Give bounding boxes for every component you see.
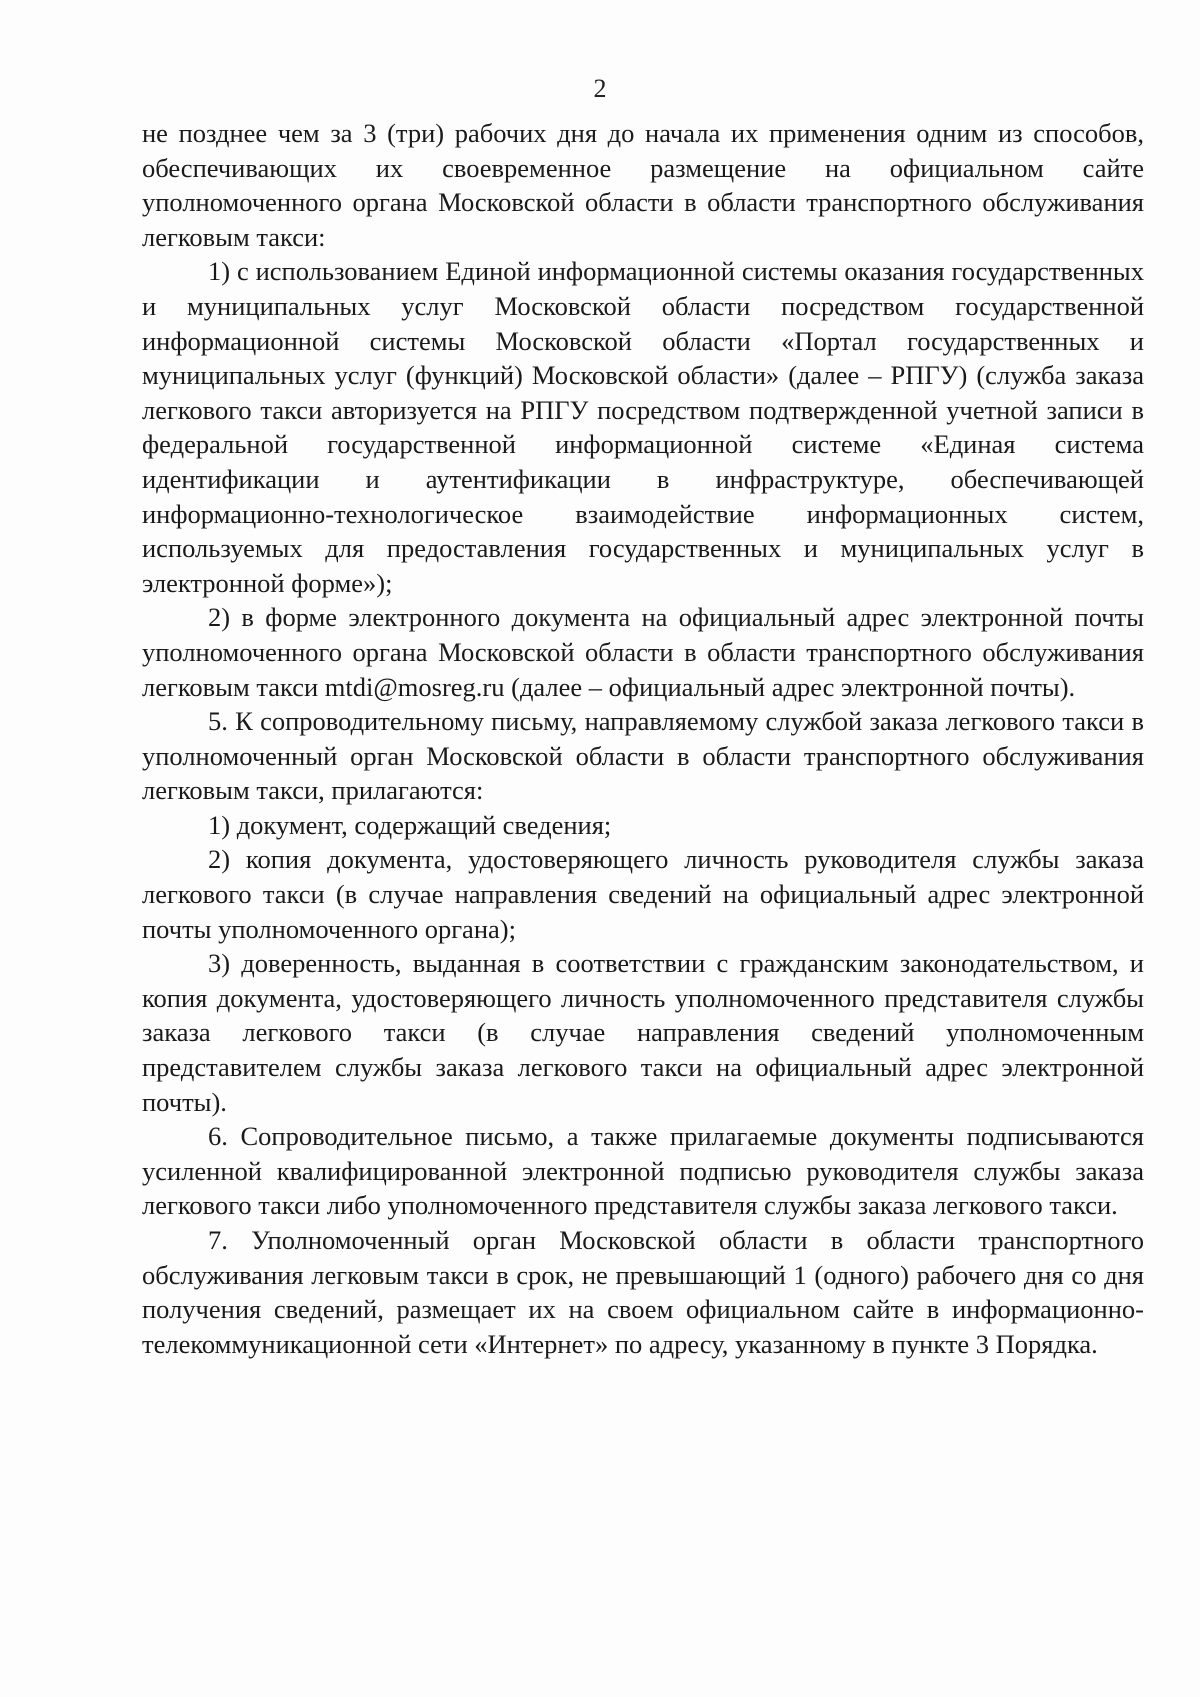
paragraph-item-1-rpgu: 1) с использованием Единой информационной системы оказания государственных и муниципальных услуг Московской области посредством государственной информационной системы Московской области «Портал государственных и муниципальных услуг (функций) Московской области» (далее – РПГУ) (служба заказа легкового такси авторизуется на РПГУ посредством подтвержденной учетной записи в федеральной государственной информационной системе «Единая система идентификации и аутентификации в инфраструктуре, обеспечивающей информационно-технологическое взаимодействие информационных систем, используемых для предоставления государственных и муниципальных услуг в электронной форме»); bbox=[142, 256, 1144, 598]
page-number: 2 bbox=[593, 74, 607, 103]
paragraph-clause-6: 6. Сопроводительное письмо, а также прилагаемые документы подписываются усиленной квалифицированной электронной подписью руководителя службы заказа легкового такси либо уполномоченного представителя службы заказа легкового такси. bbox=[142, 1121, 1144, 1221]
paragraph-continuation: не позднее чем за 3 (три) рабочих дня до начала их применения одним из способов, обеспечивающих их своевременное размещение на официальном сайте уполномоченного органа Московской области в области транспортного обслуживания легковым такси: bbox=[142, 118, 1144, 252]
paragraph-clause-7: 7. Уполномоченный орган Московской области в области транспортного обслуживания легковым такси в срок, не превышающий 1 (одного) рабочего дня со дня получения сведений, размещает их на своем официальном сайте в информационно-телекоммуникационной сети «Интернет» по адресу, указанному в пункте 3 Порядка. bbox=[142, 1225, 1144, 1359]
paragraph-clause-5-item-1: 1) документ, содержащий сведения; bbox=[208, 809, 612, 840]
paragraph-clause-5-item-3: 3) доверенность, выданная в соответствии с гражданским законодательством, и копия документа, удостоверяющего личность уполномоченного представителя службы заказа легкового такси (в случае направления сведений уполномоченным представителем службы заказа легкового такси на официальный адрес электронной почты). bbox=[142, 948, 1144, 1117]
paragraph-item-2-email: 2) в форме электронного документа на официальный адрес электронной почты уполномоченного органа Московской области в области транспортного обслуживания легковым такси mtdi@mosreg.ru (далее – официальный адрес электронной почты). bbox=[142, 602, 1144, 702]
paragraph-clause-5: 5. К сопроводительному письму, направляемому службой заказа легкового такси в уполномоченный орган Московской области в области транспортного обслуживания легковым такси, прилагаются: bbox=[142, 706, 1144, 806]
document-body bbox=[142, 116, 1144, 1361]
paragraph-clause-5-item-2: 2) копия документа, удостоверяющего личность руководителя службы заказа легкового такси (в случае направления сведений на официальный адрес электронной почты уполномоченного органа); bbox=[142, 844, 1144, 944]
